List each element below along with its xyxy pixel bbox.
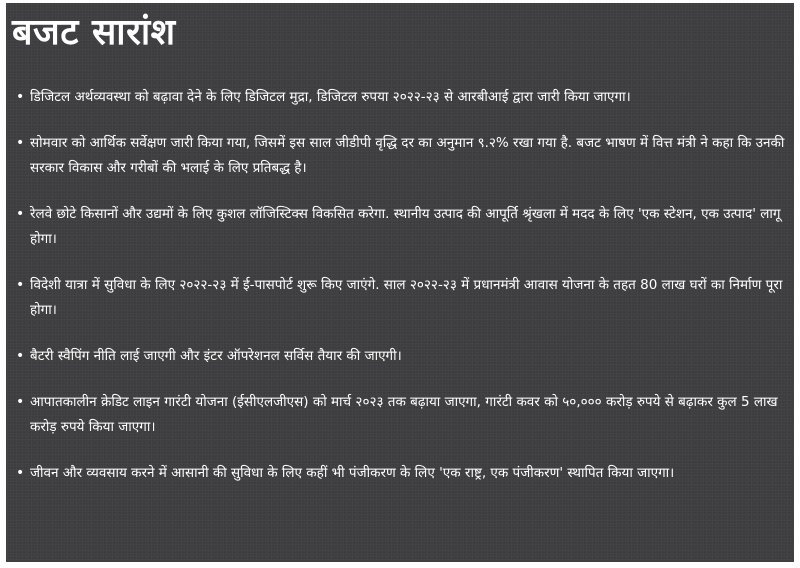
bullet-icon: • — [16, 206, 25, 222]
budget-points-list — [16, 85, 792, 507]
bullet-icon: • — [16, 394, 25, 410]
point-text: आपातकालीन क्रेडिट लाइन गारंटी योजना (ईसीएलजीएस) को मार्च २०२३ तक बढ़ाया जाएगा, गारंटी कवर को ५०,००० करोड़ रुपये से बढ़ाकर कुल 5 लाख करोड़ रुपये किया जाएगा। — [30, 394, 778, 435]
list-item — [16, 461, 792, 486]
page-title: बजट सारांश — [12, 12, 176, 53]
bullet-icon: • — [16, 135, 25, 151]
list-item — [16, 273, 792, 323]
point-text: बैटरी स्वैपिंग नीति लाई जाएगी और इंटर ऑपरेशनल सर्विस तैयार की जाएगी। — [30, 348, 402, 364]
list-item — [16, 131, 792, 181]
bullet-icon: • — [16, 277, 25, 293]
point-text: रेलवे छोटे किसानों और उद्यमों के लिए कुशल लॉजिस्टिक्स विकसित करेगा. स्थानीय उत्पाद की आपूर्ति श्रृंखला में मदद के लिए 'एक स्टेशन, एक उत्पाद' लागू होगा। — [30, 206, 781, 247]
point-text: सोमवार को आर्थिक सर्वेक्षण जारी किया गया, जिसमें इस साल जीडीपी वृद्धि दर का अनुमान ९.२% रखा गया है. बजट भाषण में वित्त मंत्री ने कहा कि उनकी सरकार विकास और गरीबों की भलाई के लिए प्रतिबद्ध है। — [30, 135, 785, 176]
point-text: विदेशी यात्रा में सुविधा के लिए २०२२-२३ में ई-पासपोर्ट शुरू किए जाएंगे. साल २०२२-२३ में प्रधानमंत्री आवास योजना के तहत 80 लाख घरों का निर्माण पूरा होगा। — [30, 277, 783, 318]
bullet-icon: • — [16, 465, 25, 481]
point-text: जीवन और व्यवसाय करने में आसानी की सुविधा के लिए कहीं भी पंजीकरण के लिए 'एक राष्ट्र, एक पंजीकरण' स्थापित किया जाएगा। — [30, 465, 675, 481]
point-text: डिजिटल अर्थव्यवस्था को बढ़ावा देने के लिए डिजिटल मुद्रा, डिजिटल रुपया २०२२-२३ से आरबीआई द्वारा जारी किया जाएगा। — [30, 89, 631, 105]
list-item — [16, 344, 792, 369]
chalkboard-panel — [6, 3, 794, 562]
list-item — [16, 202, 792, 252]
bullet-icon: • — [16, 89, 25, 105]
list-item — [16, 390, 792, 440]
bullet-icon: • — [16, 348, 25, 364]
list-item — [16, 85, 792, 110]
